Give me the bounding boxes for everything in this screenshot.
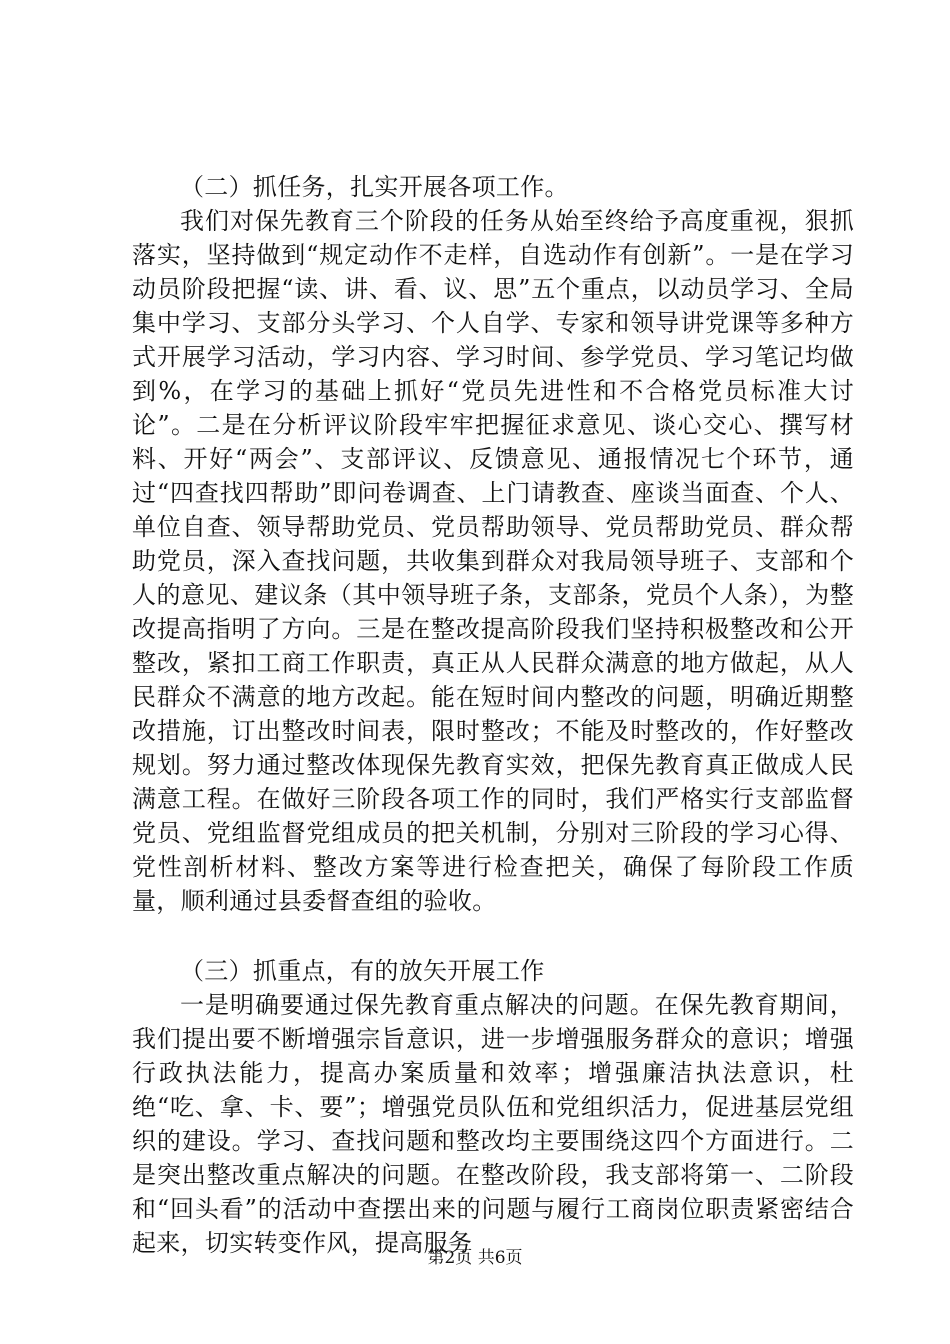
section-heading-2: （二）抓任务，扎实开展各项工作。 — [180, 173, 569, 201]
section-spacer — [132, 918, 854, 954]
section-body-2: 我们对保先教育三个阶段的任务从始至终给予高度重视，狠抓落实，坚持做到“规定动作不走样，自选动作有创新”。一是在学习动员阶段把握“读、讲、看、议、思”五个重点，以动员学习、全局集中学习、支部分头学习、个人自学、专家和领导讲党课等多种方式开展学习活动，学习内容、学习时间、参学党员、学习笔记均做到%，在学习的基础上抓好“党员先进性和不合格党员标准大讨论”。二是在分析评议阶段牢牢把握征求意见、谈心交心、撰写材料、开好“两会”、支部评议、反馈意见、通报情况七个环节，通过“四查找四帮助”即问卷调查、上门请教查、座谈当面查、个人、单位自查、领导帮助党员、党员帮助领导、党员帮助党员、群众帮助党员，深入查找问题，共收集到群众对我局领导班子、支部和个人的意见、建议条（其中领导班子条，支部条，党员个人条），为整改提高指明了方向。三是在整改提高阶段我们坚持积极整改和公开整改，紧扣工商工作职责，真正从人民群众满意的地方做起，从人民群众不满意的地方改起。能在短时间内整改的问题，明确近期整改措施，订出整改时间表，限时整改；不能及时整改的，作好整改规划。努力通过整改体现保先教育实效，把保先教育真正做成人民满意工程。在做好三阶段各项工作的同时，我们严格实行支部监督党员、党组监督党组成员的把关机制，分别对三阶段的学习心得、党性剖析材料、整改方案等进行检查把关，确保了每阶段工作质量，顺利通过县委督查组的验收。 — [132, 207, 854, 915]
document-body — [132, 170, 854, 1260]
page-footer: 第2页 共6页 — [427, 1248, 523, 1268]
section-body-3: 一是明确要通过保先教育重点解决的问题。在保先教育期间，我们提出要不断增强宗旨意识，进一步增强服务群众的意识；增强行政执法能力，提高办案质量和效率；增强廉洁执法意识，杜绝“吃、拿、卡、要”；增强党员队伍和党组织活力，促进基层党组织的建设。学习、查找问题和整改均主要围绕这四个方面进行。二是突出整改重点解决的问题。在整改阶段，我支部将第一、二阶段和“回头看”的活动中查摆出来的问题与履行工商岗位职责紧密结合起来，切实转变作风，提高服务 — [132, 991, 854, 1257]
section-heading-3: （三）抓重点，有的放矢开展工作 — [180, 957, 545, 985]
